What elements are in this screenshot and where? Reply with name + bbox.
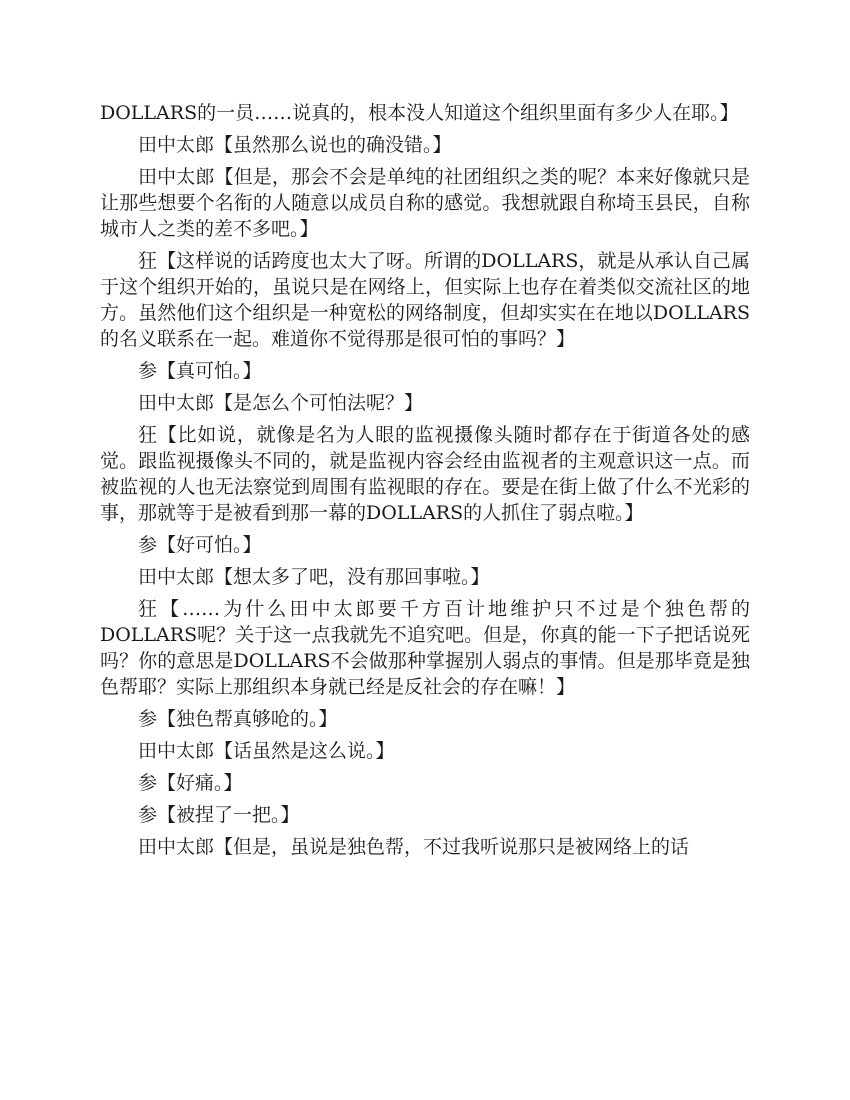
paragraph: 田中太郎【虽然那么说也的确没错。】: [138, 134, 452, 156]
paragraph: DOLLARS的一员……说真的，根本没人知道这个组织里面有多少人在耶。】: [100, 102, 739, 124]
paragraph: 参【好可怕。】: [138, 534, 262, 556]
paragraph: 参【独色帮真够呛的。】: [138, 708, 338, 730]
paragraph: 狂【这样说的话跨度也太大了呀。所谓的DOLLARS，就是从承认自己属于这个组织开始的，虽说只是在网络上，但实际上也存在着类似交流社区的地方。虽然他们这个组织是一种宽松的网络制度，但却实实在在地以DOLLARS的名义联系在一起。难道你不觉得那是很可怕的事吗？】: [100, 250, 750, 350]
paragraph: 田中太郎【但是，那会不会是单纯的社团组织之类的呢？本来好像就只是让那些想要个名衔的人随意以成员自称的感觉。我想就跟自称埼玉县民，自称城市人之类的差不多吧。】: [100, 166, 750, 240]
paragraph: 狂【……为什么田中太郎要千方百计地维护只不过是个独色帮的DOLLARS呢？关于这一点我就先不追究吧。但是，你真的能一下子把话说死吗？你的意思是DOLLARS不会做那种掌握别人弱点的事情。但是那毕竟是独色帮耶？实际上那组织本身就已经是反社会的存在嘛！】: [100, 598, 750, 698]
paragraph: 田中太郎【话虽然是这么说。】: [138, 740, 395, 762]
paragraph: 参【真可怕。】: [138, 360, 262, 382]
paragraph: 田中太郎【想太多了吧，没有那回事啦。】: [138, 566, 490, 588]
document-body: [100, 100, 750, 866]
paragraph: 参【被捏了一把。】: [138, 804, 300, 826]
paragraph: 田中太郎【是怎么个可怕法呢？】: [138, 392, 424, 414]
paragraph: 田中太郎【但是，虽说是独色帮，不过我听说那只是被网络上的话: [138, 836, 690, 858]
paragraph: 狂【比如说，就像是名为人眼的监视摄像头随时都存在于街道各处的感觉。跟监视摄像头不同的，就是监视内容会经由监视者的主观意识这一点。而被监视的人也无法察觉到周围有监视眼的存在。要是在街上做了什么不光彩的事，那就等于是被看到那一幕的DOLLARS的人抓住了弱点啦。】: [100, 424, 750, 524]
paragraph: 参【好痛。】: [138, 772, 243, 794]
